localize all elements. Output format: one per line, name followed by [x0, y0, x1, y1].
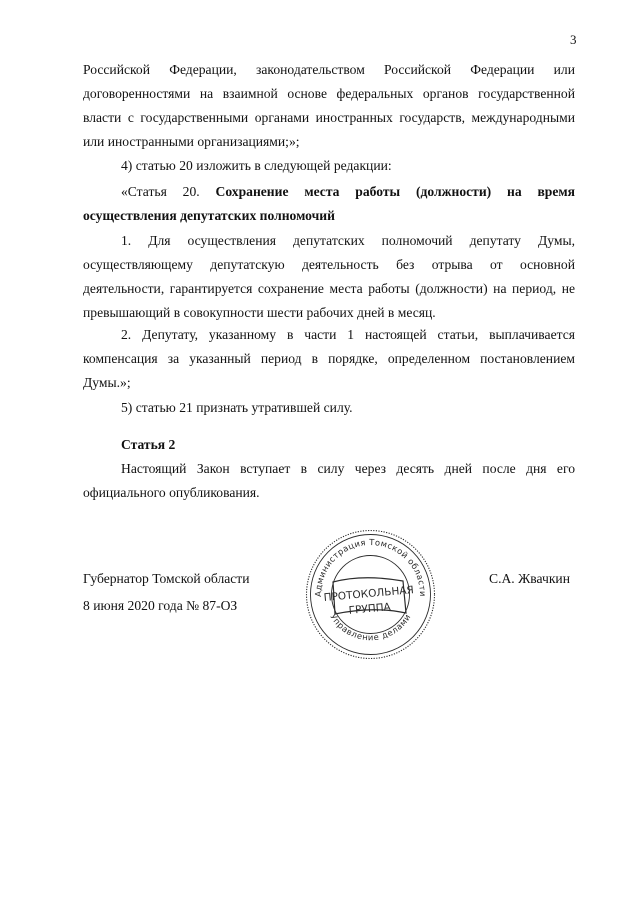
- paragraph-continuation: [83, 58, 575, 154]
- text-line: 5) статью 21 признать утратившей силу.: [121, 400, 353, 415]
- signatory-name: С.А. Жвачкин: [489, 571, 570, 586]
- svg-text:Управление делами: [328, 612, 412, 642]
- article-2: [83, 433, 575, 505]
- seal-inner-line-2: ГРУППА: [348, 601, 392, 617]
- seal-outer-top-text: Администрация Томской области: [312, 536, 429, 597]
- text-line: Российской Федерации, законодательством Российской Федерации или: [83, 62, 575, 77]
- text-line: превышающий в совокупности шести рабочих дней в месяц.: [83, 305, 436, 320]
- text-line: договоренностями на взаимной основе федеральных органов государственной: [83, 86, 575, 101]
- article-20-title: осуществления депутатских полномочий: [83, 208, 335, 223]
- article-20-title: Сохранение места работы (должности) на время: [215, 184, 575, 199]
- text-line: 1. Для осуществления депутатских полномочий депутату Думы,: [121, 233, 575, 248]
- text-line: [83, 204, 575, 228]
- law-date-number: 8 июня 2020 года № 87-ОЗ: [83, 598, 238, 613]
- text-line: власти с государственными органами иностранных государств, международными: [83, 110, 575, 125]
- text-line: осуществляющему депутатскую деятельность без отрыва от основной: [83, 257, 575, 272]
- text-line: деятельности, гарантируется сохранение места работы (должности) на период, не: [83, 281, 575, 296]
- text-line: или иностранными организациями;»;: [83, 134, 300, 149]
- official-seal: [303, 527, 438, 662]
- text-line: 4) статью 20 изложить в следующей редакции:: [121, 158, 392, 173]
- text-line: Думы.»;: [83, 375, 131, 390]
- text-line: Настоящий Закон вступает в силу через десять дней после дня его: [121, 461, 575, 476]
- article-20-part-1: [83, 229, 575, 325]
- text-line: компенсация за указанный период в порядке, определенном постановлением: [83, 351, 575, 366]
- text-line: 2. Депутату, указанному в части 1 настоящей статьи, выплачивается: [121, 327, 575, 342]
- article-20-prefix: «Статья 20.: [121, 184, 200, 199]
- article-20-heading: [83, 180, 575, 228]
- article-20-part-2: [83, 323, 575, 395]
- article-2-heading: Статья 2: [121, 437, 176, 452]
- item-4: [83, 154, 575, 178]
- seal-inner-line-1: ПРОТОКОЛЬНАЯ: [323, 584, 415, 604]
- seal-outer-bottom-text: Управление делами: [328, 611, 413, 643]
- text-line: официального опубликования.: [83, 485, 260, 500]
- page-number: 3: [570, 32, 577, 47]
- text-line: [83, 180, 575, 204]
- item-5: [83, 396, 575, 420]
- signatory-position: Губернатор Томской области: [83, 571, 250, 586]
